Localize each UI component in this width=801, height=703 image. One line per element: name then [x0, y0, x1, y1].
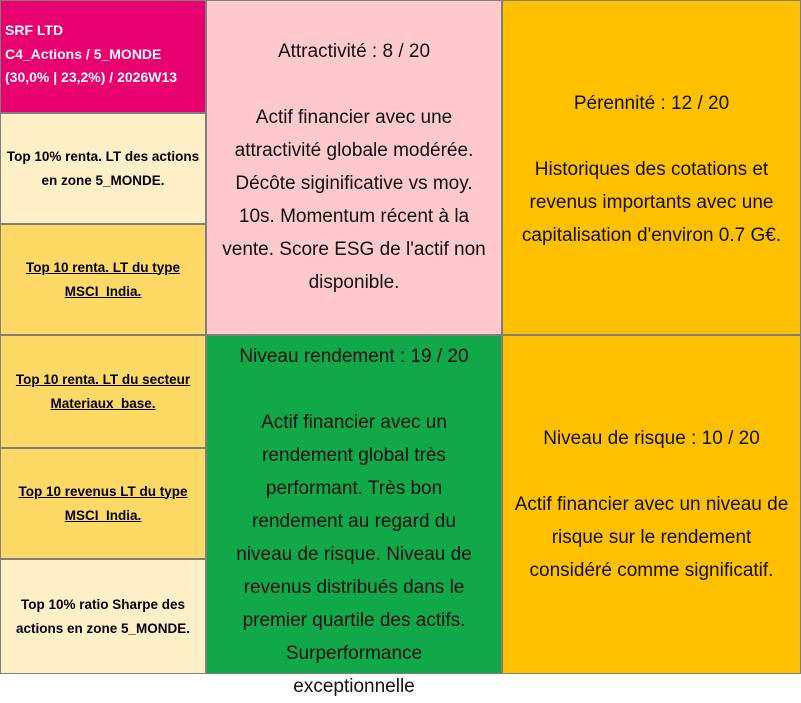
attractivite-panel	[206, 0, 502, 335]
left-item-1	[0, 113, 206, 224]
risque-panel	[502, 335, 801, 674]
attractivite-body: Actif financier avec une attractivité globale modérée. Décôte siginificative vs moy. 10s. Momentum récent à la vente. Score ESG de l'actif non disponible.	[222, 107, 486, 293]
perennite-title: Pérennité : 12 / 20	[573, 93, 730, 114]
left-item-4-link[interactable]: Top 10 revenus LT du type MSCI_India.	[18, 483, 188, 523]
left-item-5-text: Top 10% ratio Sharpe des actions en zone 5_MONDE.	[15, 596, 191, 636]
left-item-2[interactable]	[0, 224, 206, 335]
perennite-body: Historiques des cotations et revenus importants avec une capitalisation d'environ 0.7 G€.	[521, 159, 782, 246]
left-item-2-link[interactable]: Top 10 renta. LT du type MSCI_India.	[25, 259, 180, 299]
left-item-1-text: Top 10% renta. LT des actions en zone 5_MONDE.	[6, 148, 200, 188]
rendement-title: Niveau rendement : 19 / 20	[239, 346, 469, 367]
asset-name: SRF LTD	[5, 22, 64, 38]
asset-category: C4_Actions / 5_MONDE	[5, 45, 162, 62]
asset-header	[0, 0, 206, 113]
left-item-4[interactable]	[0, 448, 206, 559]
left-item-5	[0, 559, 206, 674]
perennite-panel	[502, 0, 801, 335]
rendement-body: Actif financier avec un rendement global très performant. Très bon rendement au regard du niveau de risque. Niveau de revenus distribués dans le premier quartile des actifs. Surperformance exceptionnelle	[236, 412, 472, 697]
asset-stats: (30,0% | 23,2%) / 2026W13	[5, 69, 178, 85]
risque-title: Niveau de risque : 10 / 20	[543, 428, 760, 449]
left-item-3[interactable]	[0, 335, 206, 448]
attractivite-title: Attractivité : 8 / 20	[277, 41, 431, 62]
risque-body: Actif financier avec un niveau de risque sur le rendement considéré comme significatif.	[514, 494, 789, 581]
rendement-panel	[206, 335, 502, 697]
left-item-3-link[interactable]: Top 10 renta. LT du secteur Materiaux_base.	[15, 371, 191, 411]
